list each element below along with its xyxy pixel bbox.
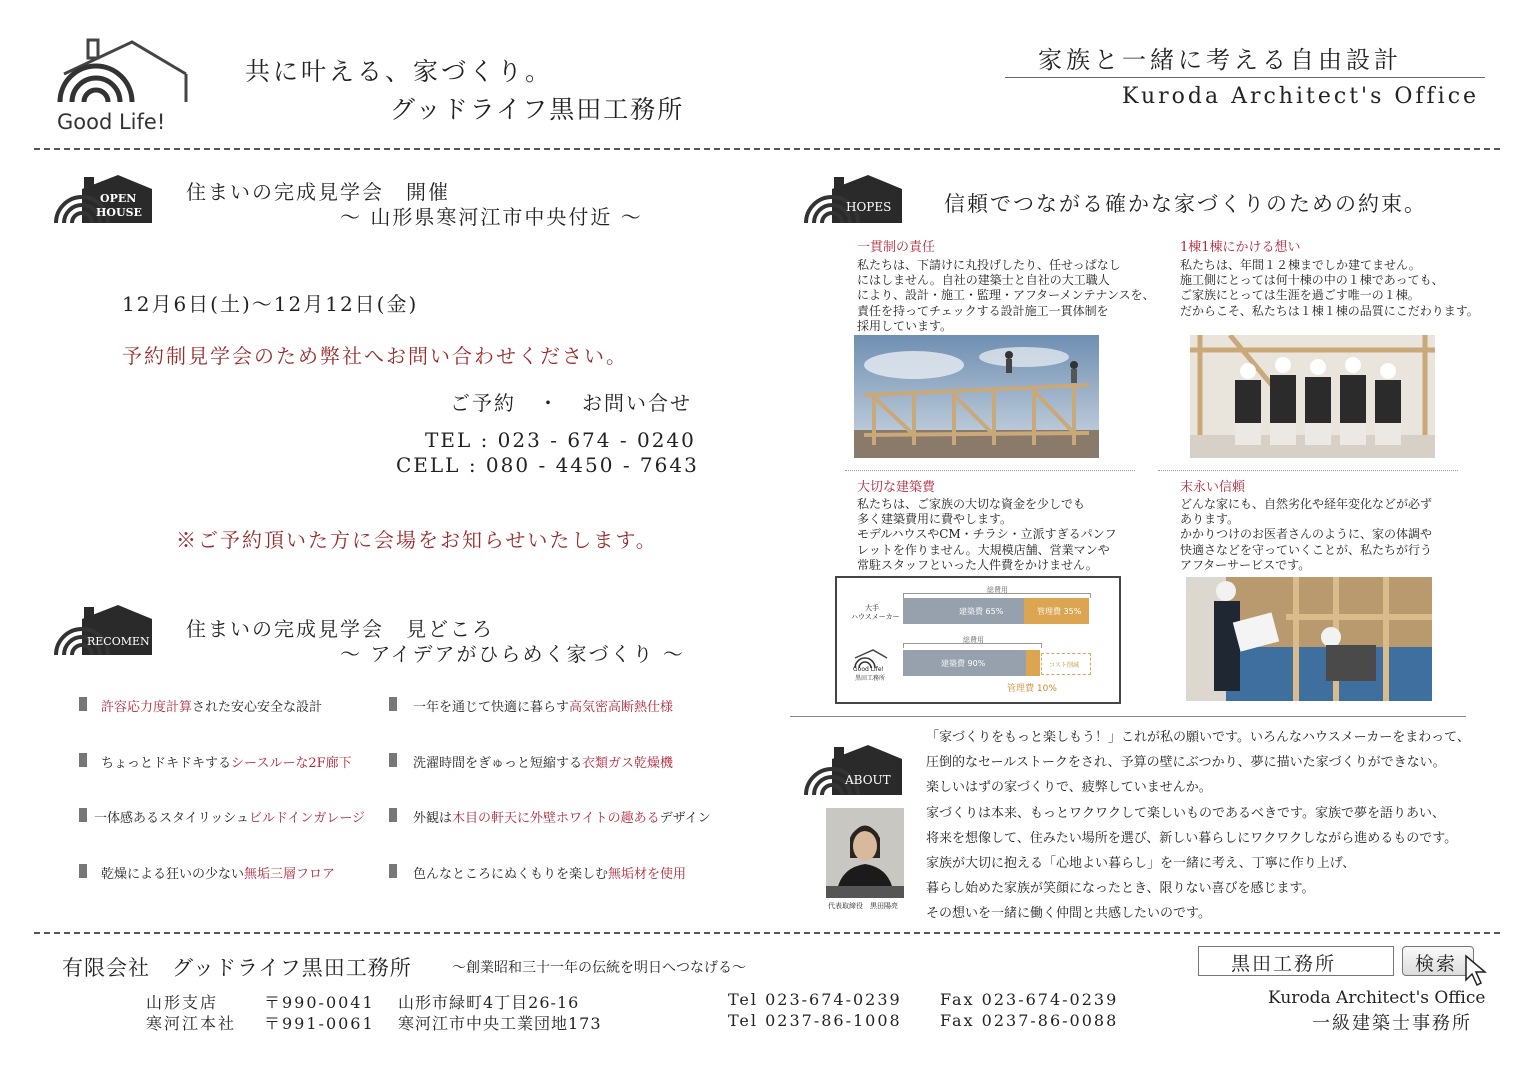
recommend-title: 住まいの完成見学会 見どころ xyxy=(186,617,494,641)
recommend-icon xyxy=(54,605,154,657)
footer-company: 有限会社 グッドライフ黒田工務所 xyxy=(62,956,412,980)
feature-item xyxy=(413,752,673,771)
branch1-zip: 〒990-0041 xyxy=(264,993,375,1012)
search-input-value: 黒田工務所 xyxy=(1231,953,1337,975)
chart-bar-admin-1-label: 管理費 35% xyxy=(1037,607,1082,616)
chart-bar-admin-2-label: 管理費 10% xyxy=(1007,684,1057,694)
feature-pre: 外観は xyxy=(413,811,453,826)
about-line: 家族が大切に抱える「心地よい暮らし」を一緒に考え、丁寧に作り上げ、 xyxy=(926,856,1356,871)
hopes-title: 信頼でつながる確かな家づくりのための約束。 xyxy=(944,192,1427,216)
house-logo-icon xyxy=(56,36,188,106)
feature-bullet xyxy=(79,697,87,711)
chart-row1-label-a: 大手 xyxy=(865,604,879,612)
chart-bar-build-2-label: 建築費 90% xyxy=(941,659,986,668)
logo-text: Good Life! xyxy=(57,110,166,134)
reservation-notice: 予約制見学会のため弊社へお問い合わせください。 xyxy=(122,344,628,368)
chart-cost-cut-label: コスト削減 xyxy=(1049,662,1080,669)
recommend-subtitle: ～ アイデアがひらめく家づくり ～ xyxy=(340,642,685,666)
goodlife-chart-logo-icon xyxy=(853,648,889,668)
feature-bullet xyxy=(389,808,397,822)
branch2-fax: Fax 0237-86-0088 xyxy=(940,1011,1119,1030)
hope-line: モデルハウスやCM・チラシ・立派すぎるパンフ xyxy=(857,527,1117,542)
feature-hl: シースルーな2F廊下 xyxy=(231,756,352,771)
hopes-divider-left xyxy=(845,470,1135,471)
hope-line: により、設計・施工・監理・アフターメンテナンスを、 xyxy=(857,288,1155,303)
feature-hl: 無垢三層フロア xyxy=(244,867,336,882)
feature-hl: 無垢材を使用 xyxy=(608,867,687,882)
feature-bullet xyxy=(79,864,87,878)
branch2-name: 寒河江本社 xyxy=(146,1014,237,1033)
branch2-address: 寒河江市中央工業団地173 xyxy=(398,1014,602,1033)
about-line: 楽しいはずの家づくりで、疲弊していませんか。 xyxy=(926,780,1212,796)
branch1-address: 山形市緑町4丁目26-16 xyxy=(398,993,580,1012)
about-line: その想いを一緒に働く仲間と共感したいのです。 xyxy=(926,906,1211,922)
hope-line: 私たちは、年間１２棟までしか建てません。 xyxy=(1180,258,1421,272)
hopes-icon-label: HOPES xyxy=(846,200,892,214)
divider-top xyxy=(34,148,1500,150)
event-dates: 12月6日(土)～12月12日(金) xyxy=(122,292,419,316)
feature-item xyxy=(101,696,322,715)
hope-line: 常駐スタッフといった人件費をかけません。 xyxy=(857,557,1098,572)
branch1-tel: Tel 023-674-0239 xyxy=(728,990,902,1009)
feature-bullet xyxy=(389,864,397,878)
feature-post: された安心安全な設計 xyxy=(192,700,323,715)
feature-item xyxy=(101,752,352,771)
hope-line: ご家族にとっては生涯を過ごす唯一の１棟。 xyxy=(1180,288,1420,303)
search-button-label: 検索 xyxy=(1415,953,1458,975)
tel-number: TEL : 023 - 674 - 0240 xyxy=(425,428,696,452)
about-line: 暮らし始めた家族が笑顔になったとき、限りない喜びを感じます。 xyxy=(926,881,1315,897)
office-name-jp: 一級建築士事務所 xyxy=(1312,1013,1472,1034)
chart-total-label-1: 総費用 xyxy=(987,586,1008,594)
feature-hl: ビルドインガレージ xyxy=(248,811,366,826)
feature-bullet xyxy=(389,753,397,767)
feature-item xyxy=(413,863,686,882)
tagline: 共に叶える、家づくり。 xyxy=(245,57,554,86)
hope-line: 多く建築費用に費やします。 xyxy=(857,512,1013,527)
feature-hl: 木目の軒天に外壁ホワイトの趣ある xyxy=(452,811,660,826)
about-line: 家づくりは本来、もっとワクワクして楽しいものであるべきです。家族で夢を語りあい、 xyxy=(926,805,1445,821)
hope-line: 私たちは、下請けに丸投げしたり、任せっぱなし xyxy=(857,258,1121,272)
hope-line: レットを作りません。大規模店舗、営業マンや xyxy=(857,542,1110,557)
feature-item xyxy=(413,807,711,826)
about-icon xyxy=(804,745,904,797)
chart-total-bracket-2 xyxy=(903,643,1042,648)
chart-bar-admin-2 xyxy=(1026,650,1040,676)
about-line: 「家づくりをもっと楽しもう！」これが私の願いです。いろんなハウスメーカーをまわって、 xyxy=(926,730,1470,745)
feature-pre: 色んなところにぬくもりを楽しむ xyxy=(413,867,609,882)
header-rule xyxy=(1005,77,1485,78)
feature-pre: 一年を通じて快適に暮らす xyxy=(413,700,570,715)
cost-chart xyxy=(835,576,1121,704)
right-title: 家族と一緒に考える自由設計 xyxy=(1038,46,1402,74)
open-house-icon-line1: OPEN xyxy=(100,192,137,205)
feature-hl: 高気密高断熱仕様 xyxy=(569,700,674,715)
cell-number: CELL : 080 - 4450 - 7643 xyxy=(396,453,699,477)
divider-bottom xyxy=(34,932,1500,934)
open-house-subtitle: ～ 山形県寒河江市中央付近 ～ xyxy=(340,205,643,229)
right-sub: Kuroda Architect's Office xyxy=(1122,84,1480,109)
contact-heading: ご予約 ・ お問い合せ xyxy=(450,391,692,415)
feature-item xyxy=(94,807,365,826)
hope-line: 施工側にとっては何十棟の中の１棟であっても、 xyxy=(1180,273,1444,288)
team-photo xyxy=(1190,335,1435,458)
feature-item xyxy=(413,696,673,715)
chart-total-label-2: 総費用 xyxy=(963,636,984,644)
feature-pre: 洗濯時間をぎゅっと短縮する xyxy=(413,756,583,771)
hope-line: 責任を持ってチェックする設計施工一貫体制を xyxy=(857,303,1109,318)
branch2-tel: Tel 0237-86-1008 xyxy=(728,1011,902,1030)
open-house-title: 住まいの完成見学会 開催 xyxy=(186,180,450,204)
construction-photo xyxy=(854,335,1099,458)
venue-note: ※ご予約頂いた方に会場をお知らせいたします。 xyxy=(176,528,658,552)
hope-line: かかりつけのお医者さんのように、家の体調や xyxy=(1180,527,1433,542)
search-input[interactable] xyxy=(1198,946,1394,976)
feature-pre: ちょっとドキドキする xyxy=(101,756,232,771)
cursor-pointer-icon xyxy=(1464,954,1490,988)
hope-heading-3: 大切な建築費 xyxy=(857,480,936,495)
hope-heading-4: 末永い信頼 xyxy=(1180,480,1246,495)
branch1-fax: Fax 023-674-0239 xyxy=(940,990,1119,1009)
feature-hl: 衣類ガス乾燥機 xyxy=(582,756,674,771)
feature-bullet xyxy=(79,808,87,822)
office-name-en: Kuroda Architect's Office xyxy=(1268,988,1486,1008)
hope-line: 快適さなどを守っていくことが、私たちが行う xyxy=(1180,542,1433,557)
chart-logo-text-a: Good Life! xyxy=(853,666,884,673)
hope-line: あります。 xyxy=(1180,512,1240,527)
hope-heading-1: 一貫制の責任 xyxy=(857,240,936,255)
feature-pre: 一体感あるスタイリッシュ xyxy=(94,811,249,826)
feature-hl: 許容応力度計算 xyxy=(101,700,193,715)
about-icon-label: ABOUT xyxy=(845,773,891,787)
hope-line: 採用しています。 xyxy=(857,318,953,333)
hope-line: アフターサービスです。 xyxy=(1180,557,1311,572)
recommend-icon-label: RECOMEN xyxy=(87,635,150,648)
hopes-divider-right xyxy=(1158,470,1458,471)
hope-line: どんな家にも、自然劣化や経年変化などが必ず xyxy=(1180,497,1433,511)
footer-motto: ～創業昭和三十一年の伝統を明日へつなげる～ xyxy=(452,960,746,976)
hope-heading-2: 1棟1棟にかける想い xyxy=(1180,240,1301,255)
chart-row1-label-b: ハウスメーカー xyxy=(851,613,900,621)
chart-logo-text-b: 黒田工務所 xyxy=(855,675,886,682)
inspection-photo xyxy=(1186,577,1432,701)
feature-item xyxy=(101,863,335,882)
open-house-icon-line2: HOUSE xyxy=(96,206,142,219)
about-line: 将来を想像して、住みたい場所を選び、新しい暮らしにワクワクしながら進めるものです。 xyxy=(926,830,1458,846)
chart-bar-build-1-label: 建築費 65% xyxy=(959,607,1004,616)
feature-pre: 乾燥による狂いの少ない xyxy=(101,867,245,882)
branch2-zip: 〒991-0061 xyxy=(264,1014,375,1033)
company-name: グッドライフ黒田工務所 xyxy=(390,95,685,124)
representative-caption: 代表取締役 黒田陽亮 xyxy=(828,902,898,910)
feature-bullet xyxy=(79,753,87,767)
hope-line: にはしません。自社の建築士と自社の大工職人 xyxy=(857,273,1110,288)
feature-bullet xyxy=(389,697,397,711)
representative-photo xyxy=(826,808,904,898)
branch1-name: 山形支店 xyxy=(146,993,219,1012)
hope-line: だからこそ、私たちは１棟１棟の品質にこだわります。 xyxy=(1180,303,1479,318)
about-line: 圧倒的なセールストークをされ、予算の壁にぶつかり、夢に描いた家づくりができない。 xyxy=(926,755,1446,771)
feature-post: デザイン xyxy=(659,811,711,826)
hope-line: 私たちは、ご家族の大切な資金を少しでも xyxy=(857,497,1086,511)
about-divider xyxy=(790,716,1466,717)
